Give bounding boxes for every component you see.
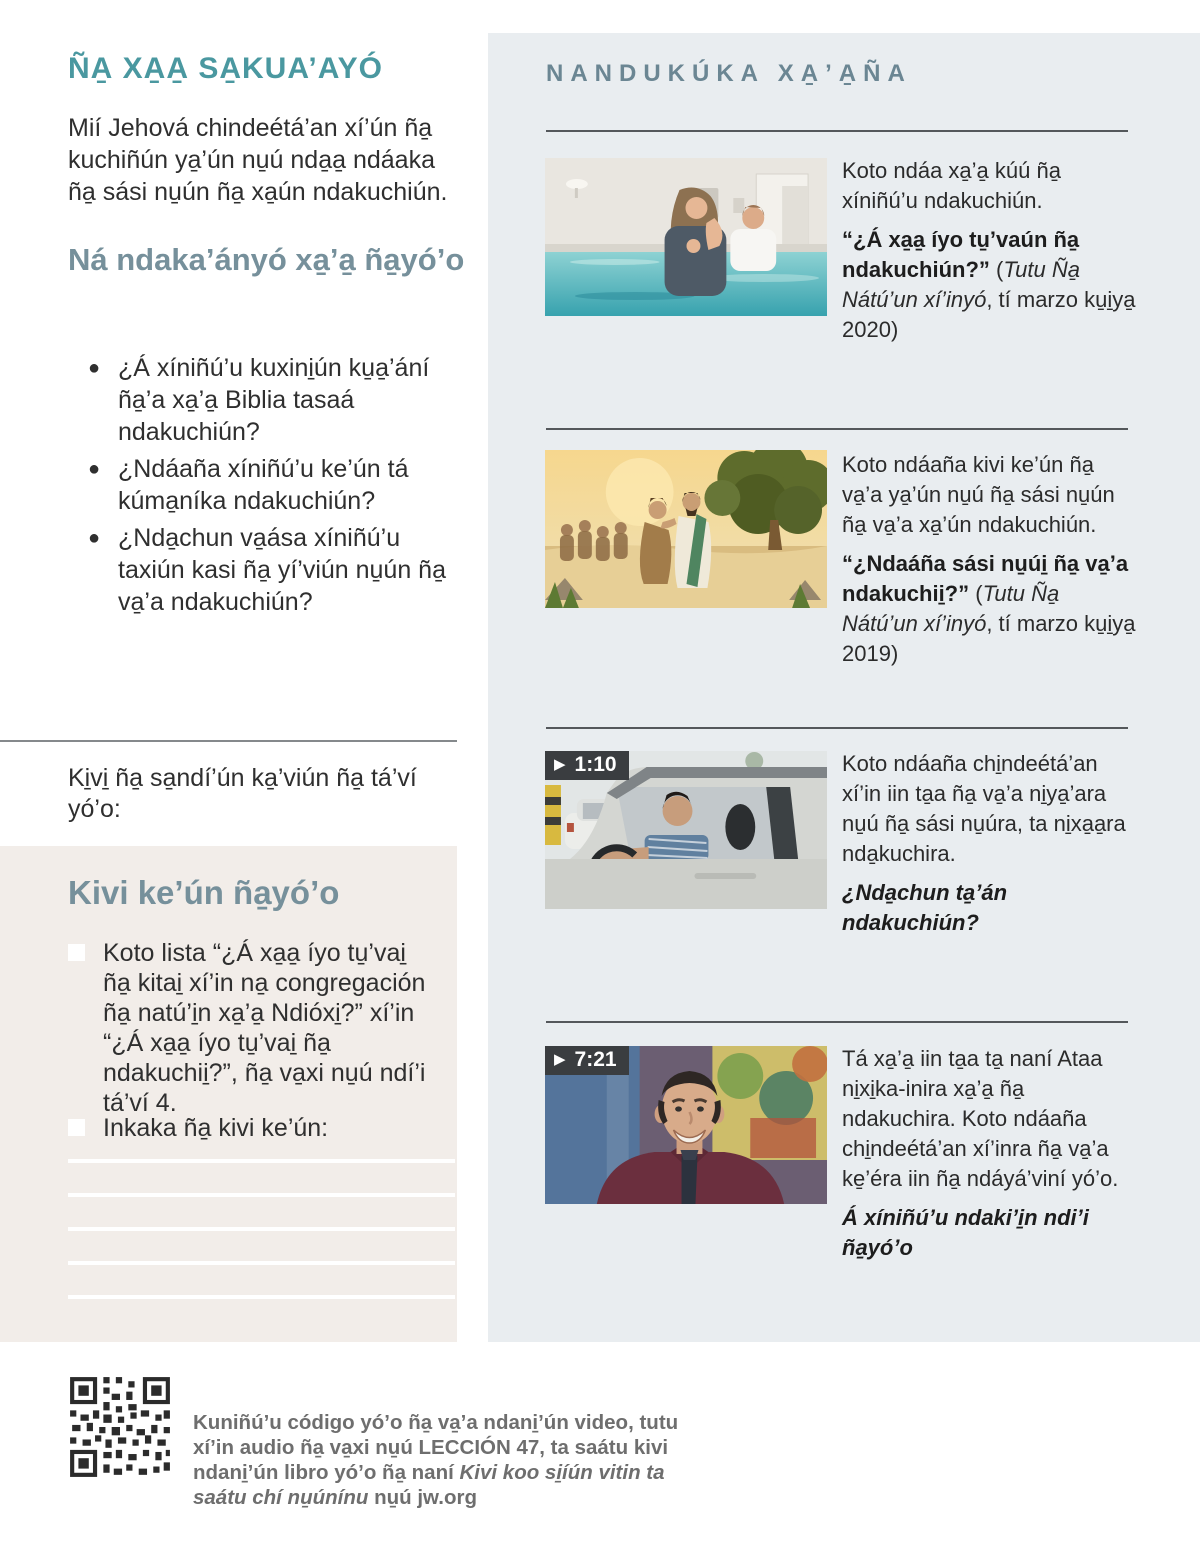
publication-title: Tutu Ña̱ Nátú’un xí’inyó	[842, 257, 1080, 312]
list-item	[88, 522, 462, 618]
entry-text	[842, 156, 1138, 354]
completion-note: Ki̱vi̱ ña̱ sa̱ndí’ún ka̱’viún ña̱ tá’ví yó’o:	[68, 764, 417, 823]
ataa-interview-video[interactable]	[545, 1046, 827, 1204]
discussion-heading: Ná ndaka’ányó xa̱’a̱ ña̱yó’o	[68, 242, 465, 277]
bullet-icon: ●	[88, 357, 101, 379]
bullet-icon: ●	[88, 458, 101, 480]
goals-box	[0, 846, 457, 1342]
video-duration-badge	[545, 1046, 629, 1075]
play-icon: ▶	[554, 756, 566, 773]
qr-code	[68, 1372, 172, 1482]
entry-text	[842, 1044, 1138, 1272]
writing-line[interactable]	[68, 1261, 455, 1265]
jesus-and-john-painting	[545, 450, 827, 608]
separator-line	[546, 428, 1128, 430]
entry-reference: “¿Á xa̱a̱ íyo tu̱’vaún ña̱ ndakuchiún?” (Tutu Ña̱ Nátú’un xí’inyó, tí marzo ku̱i̱ya̱ 2020)	[842, 227, 1136, 342]
entry-reference: “¿Ndaáña sási nu̱úi̱ ña̱ va̱’a ndakuchii̱?” (Tutu Ña̱ Nátú’un xí’inyó, tí marzo ku̱i̱ya̱ 2019)	[842, 551, 1136, 666]
qr-instructions: Kuniñú’u código yó’o ña̱ va̱’a ndani̱’ún video, tutu xí’in audio ña̱ va̱xi nu̱ú LECCIÓN 47, ta saátu kivi ndani̱’ún libro yó’o ña̱ naní Kivi koo si̱íún vitin ta saátu chí nu̱únínu nu̱ú jw.org	[193, 1411, 679, 1509]
bullet-icon: ●	[88, 527, 101, 549]
question-text: ¿Nda̱chun va̱ása xíniñú’u taxiún kasi ña̱ yí’viún nu̱ún ña̱ va̱’a ndakuchiún?	[118, 524, 446, 616]
lesson-section-title: ÑA̱ XA̱A̱ SA̱KUA’AYÓ	[68, 52, 383, 85]
book-title: Kivi koo si̱íún vitin ta saátu chí nu̱únínu	[193, 1461, 665, 1509]
left-divider-line	[0, 740, 457, 742]
writing-line[interactable]	[68, 1159, 455, 1163]
separator-line	[546, 1021, 1128, 1023]
goal-item	[68, 938, 438, 1118]
video-duration-badge	[545, 751, 629, 780]
goal-text: Inkaka ña̱ kivi ke’ún:	[103, 1114, 329, 1142]
list-item	[88, 352, 462, 448]
entry-text	[842, 450, 1138, 678]
goal-item	[68, 1113, 438, 1143]
question-text: ¿Ndáaña xíniñú’u ke’ún tá kúma̱níka ndakuchiún?	[118, 455, 409, 515]
separator-line	[546, 130, 1128, 132]
entry-paragraph: Tá xa̱’a̱ iin ta̱a ta̱ naní Ataa ni̱xi̱ka-inira xa̱’a̱ ña̱ ndakuchira. Koto ndáaña chi̱ndeétá’an xí’inra ña̱ va̱’a ke̱’éra iin ña̱ ndáyá’viní yó’o.	[842, 1046, 1119, 1191]
writing-line[interactable]	[68, 1227, 455, 1231]
checkbox[interactable]	[68, 1119, 85, 1136]
man-driving-video[interactable]	[545, 751, 827, 909]
list-item	[88, 453, 462, 517]
goal-text: Koto lista “¿Á xa̱a̱ íyo tu̱’vai̱ ña̱ kitai̱ xí’in na̱ congregación ña̱ natú’i̱n xa̱’a̱ Ndióxi̱?” xí’in “¿Á xa̱a̱ íyo tu̱’vai̱ ña̱ ndakuchii̱?”, ña̱ va̱xi nu̱ú ndí’i tá’ví 4.	[103, 939, 426, 1117]
entry-question: ¿Nda̱chun ta̱’án ndakuchiún?	[842, 880, 1008, 935]
play-icon: ▶	[554, 1051, 566, 1068]
question-text: ¿Á xíniñú’u kuxini̱ún ku̱a̱’ání ña̱’a xa̱’a̱ Biblia tasaá ndakuchiún?	[118, 354, 430, 446]
dig-deeper-panel	[488, 33, 1200, 1342]
publication-title: Tutu Ña̱ Nátú’un xí’inyó	[842, 581, 1060, 636]
entry-text	[842, 749, 1138, 947]
video-duration: 7:21	[574, 1048, 617, 1071]
lesson-summary: Mií Jehová chindeétá’an xí’ún ña̱ kuchiñún ya̱’ún nu̱ú nda̱a̱ ndáaka ña̱ sási nu̱ún ña̱ xa̱ún ndakuchiún.	[68, 114, 448, 206]
video-duration: 1:10	[574, 753, 617, 776]
entry-paragraph: Koto ndáaña chi̱ndeétá’an xí’in iin ta̱a ña̱ va̱’a ni̱ya̱’ara nu̱ú ña̱ sási nu̱úra, ta ni̱xa̱a̱ra nda̱kuchira.	[842, 751, 1126, 866]
baptism-pool-photo	[545, 158, 827, 316]
writing-line[interactable]	[68, 1193, 455, 1197]
entry-paragraph: Koto ndáaña kivi ke’ún ña̱ va̱’a ya̱’ún nu̱ú ña̱ sási nu̱ún ña̱ va̱’a xa̱’ún ndakuchiún.	[842, 452, 1115, 537]
separator-line	[546, 727, 1128, 729]
entry-paragraph: Koto ndáa xa̱’a̱ kúú ña̱ xíniñú’u ndakuchiún.	[842, 158, 1061, 213]
goals-box-title: Kivi ke’ún ña̱yó’o	[68, 874, 340, 911]
panel-title: NANDUKÚKA XA̱’A̱ÑA	[546, 60, 912, 87]
entry-question: Á xíniñú’u ndaki’i̱n ndi’i ña̱yó’o	[842, 1205, 1089, 1260]
writing-line[interactable]	[68, 1295, 455, 1299]
discussion-questions	[88, 352, 462, 623]
checkbox[interactable]	[68, 944, 85, 961]
